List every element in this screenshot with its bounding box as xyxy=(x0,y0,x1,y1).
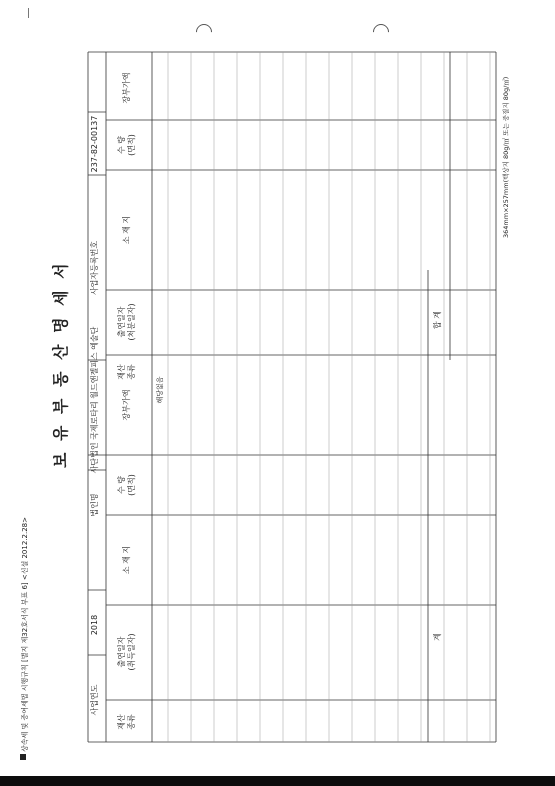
form-title: 보 유 부 동 산 명 세 서 xyxy=(51,260,70,468)
corp-name: 사단법인 국제로타리 월드앤젤피스 예술단 xyxy=(90,326,99,474)
corp-label: 법인명 xyxy=(90,493,99,517)
col-disposal-date: 출연일자(처분일자) xyxy=(117,303,136,341)
scan-edge xyxy=(0,776,555,786)
paper-spec-note: 364mm×257mm(백상지 80g/㎡ 또는 중질지 80g/㎡) xyxy=(502,76,510,238)
total-label-right: 합 계 xyxy=(433,311,442,329)
col-book-value-2: 장부가액 xyxy=(122,72,131,104)
col-location-2: 소 재 지 xyxy=(122,215,131,245)
col-location: 소 재 지 xyxy=(122,545,131,575)
col-property-type-2: 재산종류 xyxy=(117,364,136,380)
col-property-type: 재산종류 xyxy=(117,714,136,730)
first-row-entry: 해당없음 xyxy=(156,376,164,404)
col-book-value: 장부가액 xyxy=(122,389,131,421)
year-label: 사업연도 xyxy=(90,684,99,716)
col-quantity-2: 수 량(면적) xyxy=(117,134,136,156)
year-value: 2018 xyxy=(90,614,99,636)
col-acquired-date: 출연일자(취득일자) xyxy=(117,633,136,671)
col-quantity: 수 량(면적) xyxy=(117,474,136,496)
biz-no-label: 사업자등록번호 xyxy=(90,240,99,296)
total-label-left: 계 xyxy=(433,633,442,641)
biz-no-value: 237-82-00137 xyxy=(90,115,99,173)
form-header-note: 상속세 및 증여세법 시행규칙 [별지 제32호서식 부표 6] <신설 2012.2.28> xyxy=(21,517,29,752)
